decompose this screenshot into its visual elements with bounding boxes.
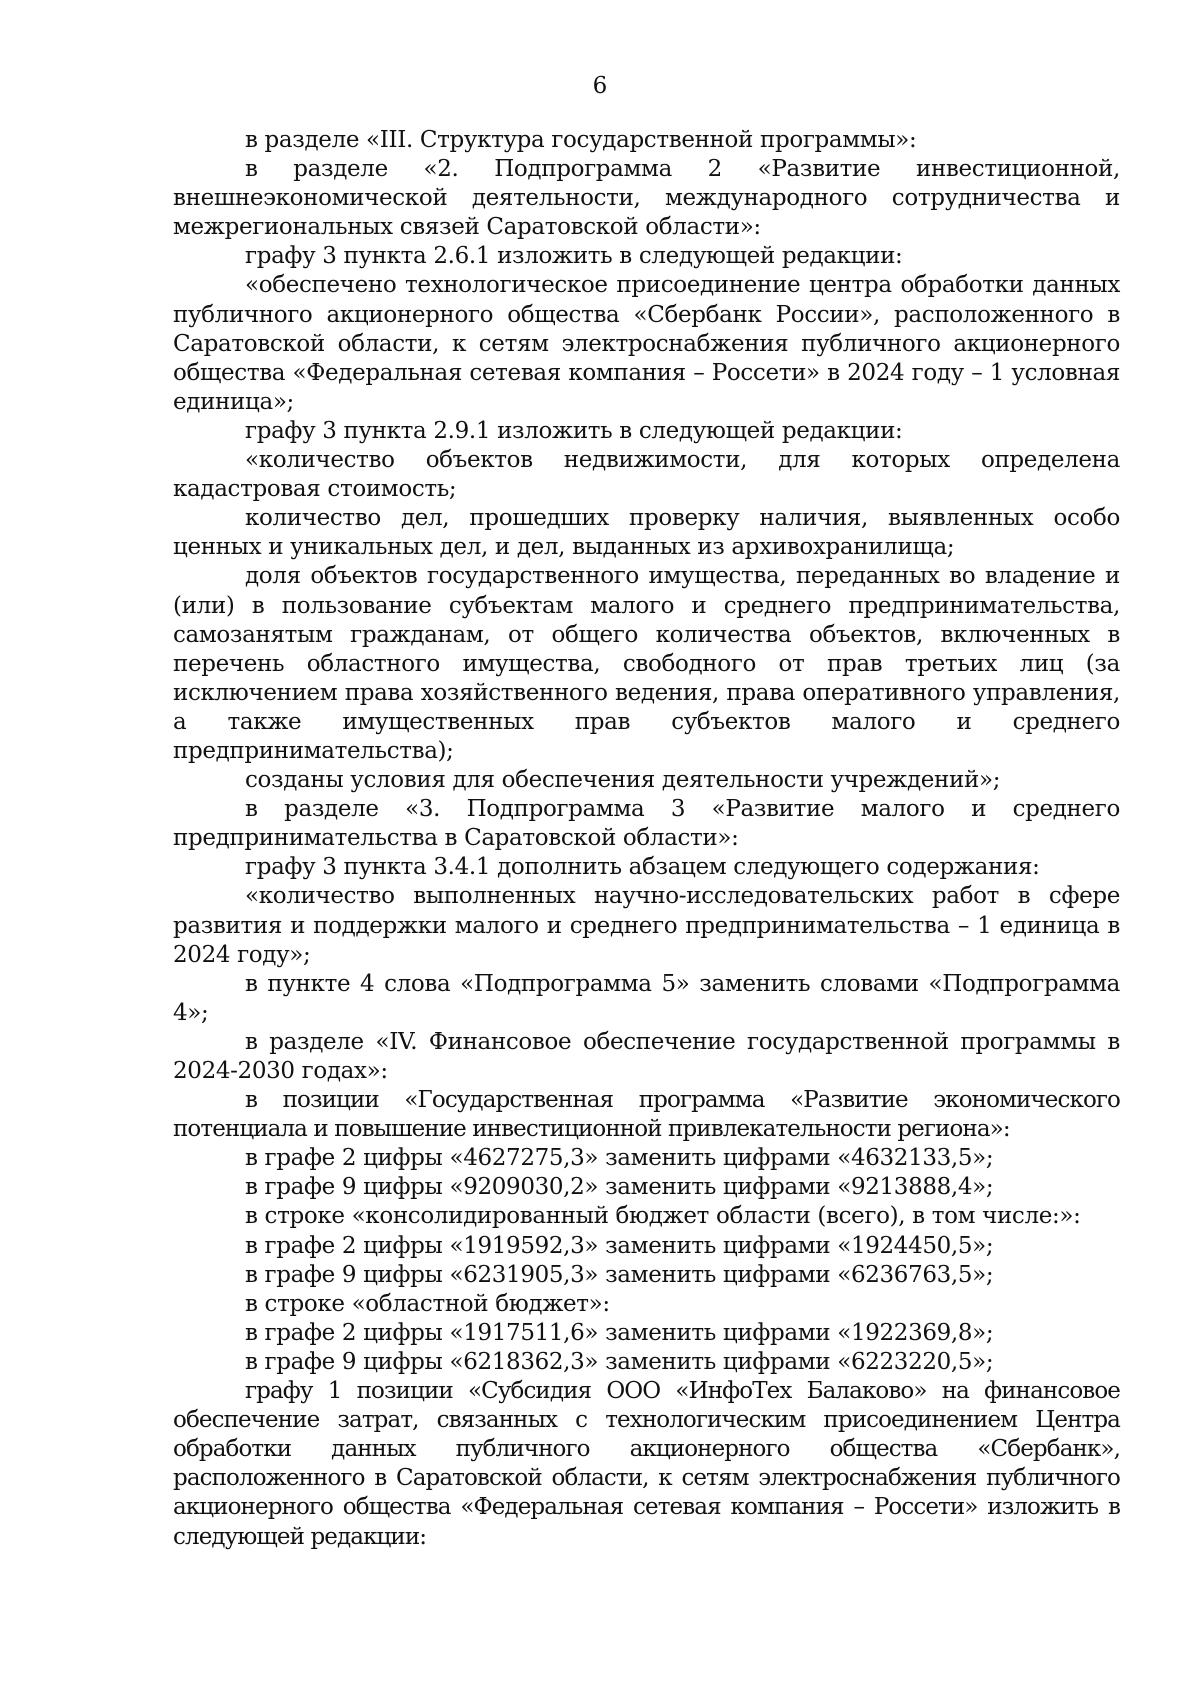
paragraph-research: «количество выполненных научно-исследовательских работ в сфере развития и поддержки малого и среднего предпринимательства – 1 единица в 2024 году»;: [173, 883, 1120, 968]
paragraph-consolidated: в строке «консолидированный бюджет области (всего), в том числе:»:: [245, 1203, 1081, 1230]
paragraph-item-2-6-1: графу 3 пункта 2.6.1 изложить в следующей редакции:: [245, 243, 903, 270]
paragraph-archive: количество дел, прошедших проверку наличия, выявленных особо ценных и уникальных дел, и дел, выданных из архивохранилища;: [173, 505, 1120, 561]
paragraph-column-9-a: в графе 9 цифры «9209030,2» заменить цифрами «9213888,4»;: [245, 1174, 994, 1201]
paragraph-item-3-4-1: графу 3 пункта 3.4.1 дополнить абзацем следующего содержания:: [245, 854, 1040, 881]
paragraph-property-share: доля объектов государственного имущества, переданных во владение и (или) в пользование субъектам малого и среднего предпринимательства, самозанятым гражданам, от общего количества объектов, включенных в перечень областного имущества, свободного от прав третьих лиц (за исключением права хозяйственного ведения, права оперативного управления, а также имущественных прав субъектов малого и среднего предпринимательства);: [173, 563, 1120, 764]
paragraph-subprogram-2: в разделе «2. Подпрограмма 2 «Развитие инвестиционной, внешнеэкономической деятельности, международного сотрудничества и межрегиональных связей Саратовской области»:: [173, 156, 1120, 241]
paragraph-point-4: в пункте 4 слова «Подпрограмма 5» заменить словами «Подпрограмма 4»;: [173, 970, 1120, 1026]
paragraph-column-9-c: в графе 9 цифры «6218362,3» заменить цифрами «6223220,5»;: [245, 1348, 994, 1375]
page-number: 6: [592, 73, 608, 99]
paragraph-regional-budget: в строке «областной бюджет»:: [245, 1290, 610, 1317]
paragraph-subprogram-3: в разделе «3. Подпрограмма 3 «Развитие малого и среднего предпринимательства в Саратовской области»:: [173, 796, 1120, 852]
paragraph-section-iii: в разделе «III. Структура государственной программы»:: [245, 127, 917, 153]
paragraph-column-2-a: в графе 2 цифры «4627275,3» заменить цифрами «4632133,5»;: [245, 1145, 994, 1172]
document-body: [173, 126, 1120, 1552]
paragraph-state-program: в позиции «Государственная программа «Развитие экономического потенциала и повышение инвестиционной привлекательности региона»:: [173, 1087, 1120, 1143]
paragraph-column-9-b: в графе 9 цифры «6231905,3» заменить цифрами «6236763,5»;: [245, 1261, 994, 1288]
paragraph-item-2-6-1-text: «обеспечено технологическое присоединение центра обработки данных публичного акционерного общества «Сбербанк России», расположенного в Саратовской области, к сетям электроснабжения публичного акционерного общества «Федеральная сетевая компания – Россети» в 2024 году – 1 условная единица»;: [173, 272, 1120, 415]
paragraph-section-iv: в разделе «IV. Финансовое обеспечение государственной программы в 2024-2030 годах»:: [173, 1028, 1120, 1084]
paragraph-item-2-9-1: графу 3 пункта 2.9.1 изложить в следующей редакции:: [245, 417, 903, 444]
paragraph-column-2-b: в графе 2 цифры «1919592,3» заменить цифрами «1924450,5»;: [245, 1232, 994, 1259]
paragraph-institutions: созданы условия для обеспечения деятельности учреждений»;: [245, 767, 1001, 794]
paragraph-column-2-c: в графе 2 цифры «1917511,6» заменить цифрами «1922369,8»;: [245, 1319, 994, 1346]
paragraph-cadastral: «количество объектов недвижимости, для которых определена кадастровая стоимость;: [173, 447, 1120, 503]
paragraph-subsidy: графу 1 позиции «Субсидия ООО «ИнфоТех Балаково» на финансовое обеспечение затрат, связанных с технологическим присоединением Центра обработки данных публичного акционерного общества «Сбербанк», расположенного в Саратовской области, к сетям электроснабжения публичного акционерного общества «Федеральная сетевая компания – Россети» изложить в следующей редакции:: [173, 1378, 1120, 1550]
